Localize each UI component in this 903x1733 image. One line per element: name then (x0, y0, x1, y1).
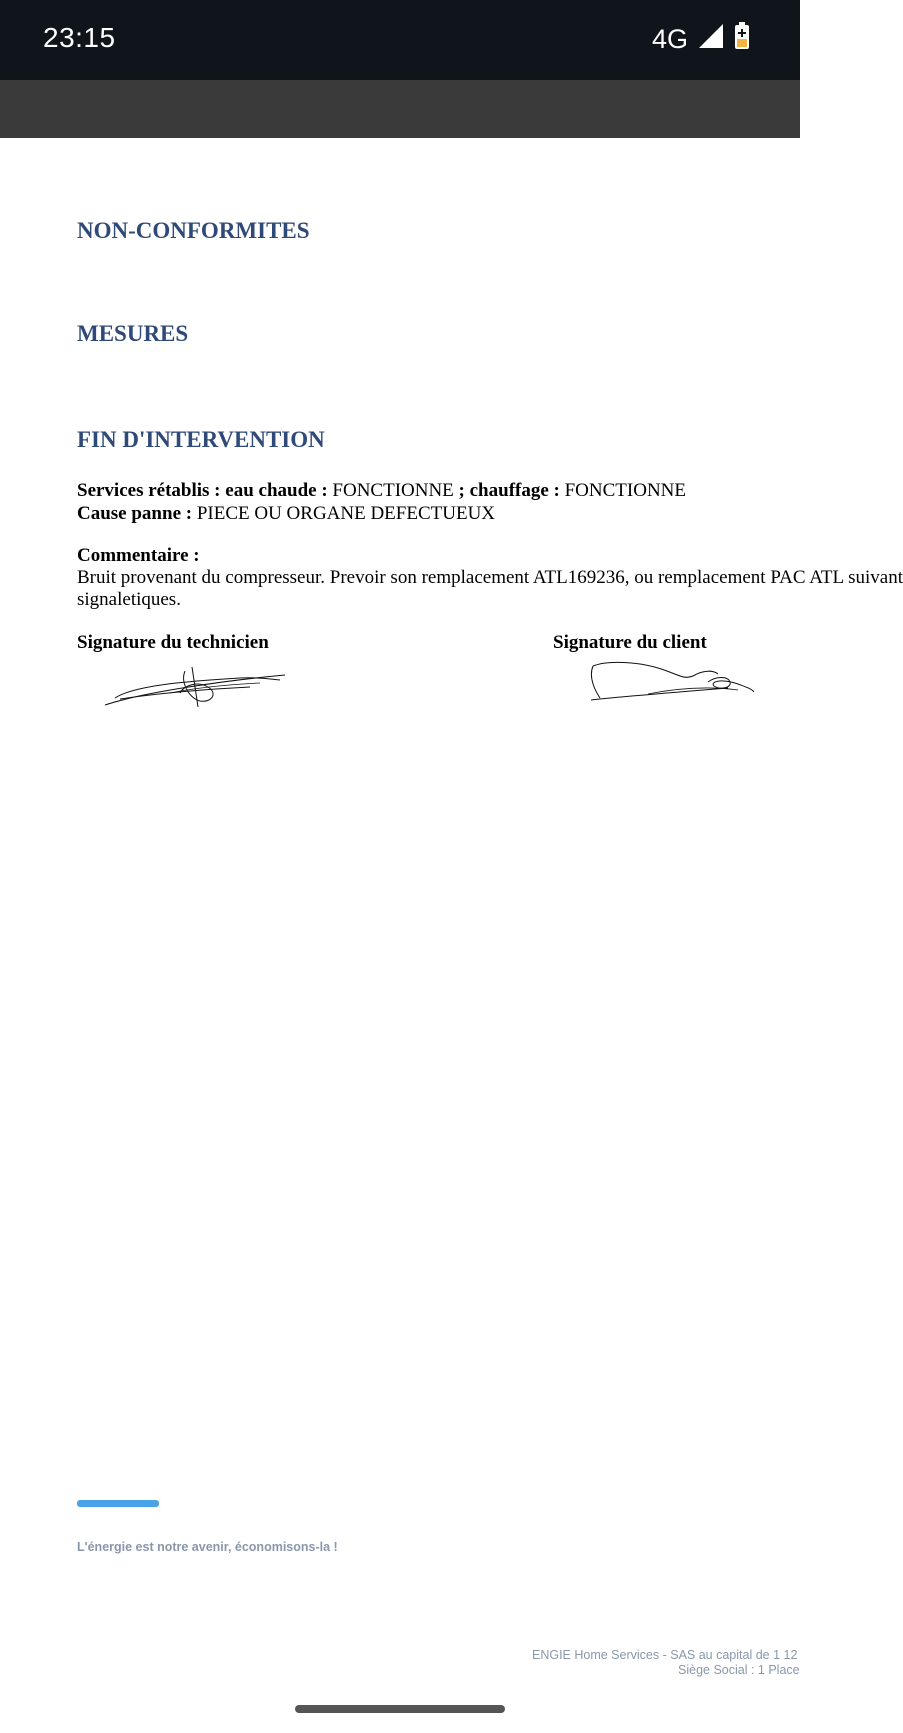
comment-label-line (77, 545, 200, 567)
status-time: 23:15 (43, 22, 116, 53)
home-indicator[interactable] (295, 1705, 505, 1713)
viewer-toolbar[interactable] (0, 80, 800, 138)
status-icons (652, 22, 750, 57)
services-line (77, 480, 686, 502)
battery-charging-icon (734, 22, 750, 57)
status-bar (0, 0, 800, 80)
comment-label: Commentaire : (77, 545, 200, 566)
client-signature (588, 658, 758, 708)
network-type: 4G (651, 24, 688, 54)
signal-icon (698, 23, 724, 56)
cause-value: PIECE OU ORGANE DEFECTUEUX (196, 503, 496, 524)
technician-signature (100, 663, 290, 713)
heading-fin-intervention: FIN D'INTERVENTION (77, 427, 325, 452)
cause-label: Cause panne : (77, 503, 193, 524)
footer-slogan: L'énergie est notre avenir, économisons-la ! (77, 1540, 338, 1554)
comment-line-2: signaletiques. (77, 589, 181, 610)
technician-signature-label: Signature du technicien (77, 632, 269, 653)
client-signature-label: Signature du client (553, 632, 707, 653)
footer-legal-line-1: ENGIE Home Services - SAS au capital de 1 12 (532, 1648, 798, 1662)
heading-mesures: MESURES (77, 321, 189, 346)
chauffage-label: ; chauffage : (458, 480, 560, 501)
services-label: Services rétablis : eau chaude : (77, 480, 328, 501)
footer-accent-bar (77, 1500, 159, 1507)
comment-line-1: Bruit provenant du compresseur. Prevoir son remplacement ATL169236, ou remplacement PAC ATL suivant (77, 567, 903, 588)
document-page[interactable] (0, 138, 903, 1733)
heading-non-conformites: NON-CONFORMITES (77, 218, 310, 243)
eau-chaude-value: FONCTIONNE (332, 480, 454, 501)
cause-line (77, 503, 495, 525)
footer-legal-line-2: Siège Social : 1 Place (678, 1663, 800, 1677)
chauffage-value: FONCTIONNE (564, 480, 686, 501)
